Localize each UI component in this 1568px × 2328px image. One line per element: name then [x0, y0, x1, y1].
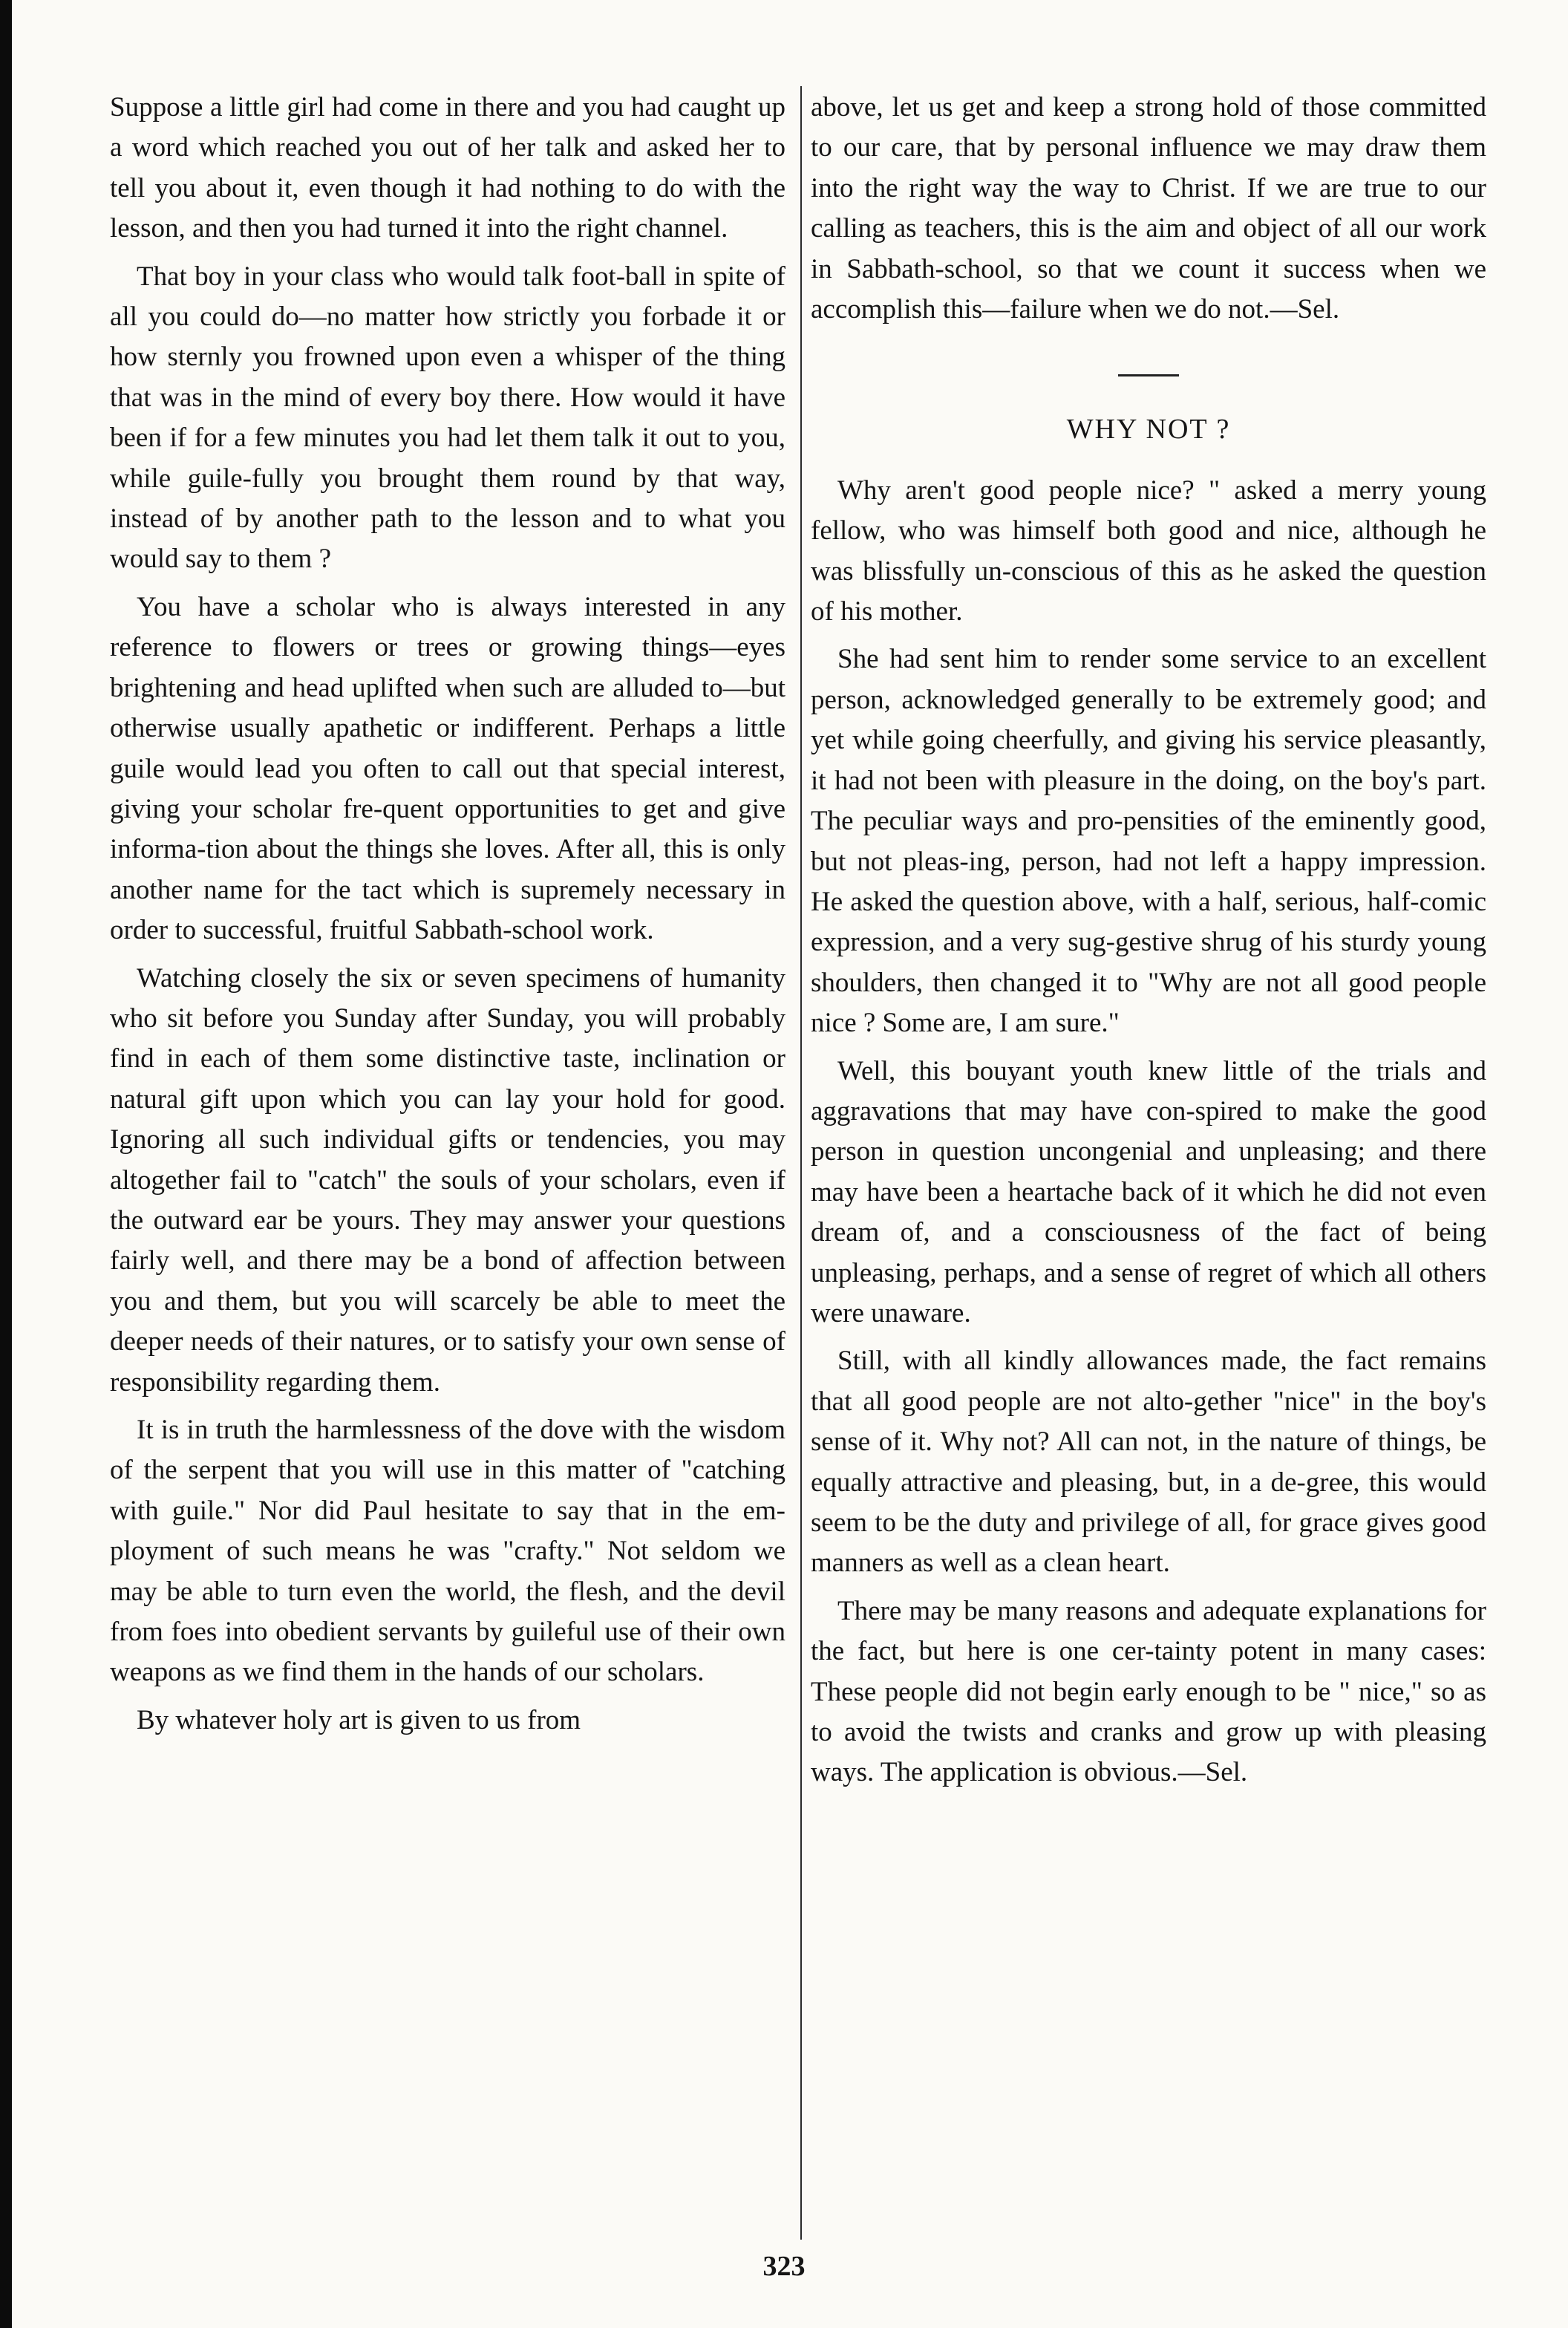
- paragraph: By whatever holy art is given to us from: [137, 1704, 581, 1735]
- page-binding-edge: [0, 0, 12, 2328]
- section-separator: [1118, 374, 1179, 376]
- paragraph: Suppose a little girl had come in there and you had caught up a word which reached you out of her talk and asked her to tell you about it, even though it had nothing to do with the lesson, and then you had turned it into the right channel.: [110, 92, 785, 244]
- paragraph: Why aren't good people nice? " asked a merry young fellow, who was himself both good and nice, although he was blissfully un-conscious of this as he asked the question of his mother.: [811, 475, 1486, 627]
- paragraph: She had sent him to render some service to an excellent person, acknowledged generally to be extremely good; and yet while going cheerfully, and giving his service pleasantly, it had not been with pleasure in the doing, on the boy's part. The peculiar ways and pro-pensities of the eminently good, but not pleas-ing, person, had not left a happy impression. He asked the question above, with a half, serious, half-comic expression, and a very sug-gestive shrug of his sturdy young shoulders, then changed it to "Why are not all good people nice ? Some are, I am sure.": [811, 644, 1486, 1039]
- column-divider: [800, 86, 802, 2240]
- paragraph: There may be many reasons and adequate explanations for the fact, but here is one cer-tainty potent in many cases: These people did not begin early enough to be " nice," so as to avoid the twists and cranks and grow up with pleasing ways. The application is obvious.—Sel.: [811, 1595, 1486, 1788]
- paragraph: It is in truth the harmlessness of the dove with the wisdom of the serpent that you will use in this matter of "catching with guile." Nor did Paul hesitate to say that in the em-ployment of such means he was "crafty." Not seldom we may be able to turn even the world, the flesh, and the devil from foes into obedient servants by guileful use of their own weapons as we find them in the hands of our scholars.: [110, 1415, 785, 1688]
- page-number: 323: [762, 2251, 806, 2282]
- paragraph: You have a scholar who is always interested in any reference to flowers or trees or growing things—eyes brightening and head uplifted when such are alluded to—but otherwise usually apathetic or indifferent. Perhaps a little guile would lead you often to call out that special interest, giving your scholar fre-quent opportunities to get and give informa-tion about the things she loves. After all, this is only another name for the tact which is supremely necessary in order to successful, fruitful Sabbath-school work.: [110, 591, 785, 946]
- paragraph: Well, this bouyant youth knew little of the trials and aggravations that may have con-spired to make the good person in question uncongenial and unpleasing; and there may have been a heartache back of it which he did not even dream of, and a consciousness of the fact of being unpleasing, perhaps, and a sense of regret of which all others were unaware.: [811, 1055, 1486, 1328]
- paragraph: Still, with all kindly allowances made, the fact remains that all good people are not alto-gether "nice" in the boy's sense of it. Why not? All can not, in the nature of things, be equally attractive and pleasing, but, in a de-gree, this would seem to be the duty and privilege of all, for grace gives good manners as well as a clean heart.: [811, 1346, 1486, 1579]
- paragraph: That boy in your class who would talk foot-ball in spite of all you could do—no matter how strictly you forbade it or how sternly you frowned upon even a whisper of the thing that was in the mind of every boy there. How would it have been if for a few minutes you had let them talk it out to you, while guile-fully you brought them round by that way, instead of by another path to the lesson and to what you would say to them ?: [110, 261, 785, 575]
- article-title: WHY NOT ?: [1066, 414, 1231, 446]
- left-column: [110, 88, 785, 1748]
- paragraph: above, let us get and keep a strong hold of those committed to our care, that by personal influence we may draw them into the right way the way to Christ. If we are true to our calling as teachers, this is the aim and object of all our work in Sabbath-school, so that we count it success when we accomplish this—failure when we do not.—Sel.: [811, 92, 1486, 325]
- paragraph: Watching closely the six or seven specimens of humanity who sit before you Sunday after Sunday, you will probably find in each of them some distinctive taste, inclination or natural gift upon which you can lay your hold for good. Ignoring all such individual gifts or tendencies, you may altogether fail to "catch" the souls of your scholars, even if the outward ear be yours. They may answer your questions fairly well, and there may be a bond of affection between you and them, but you will scarcely be able to meet the deeper needs of their natures, or to satisfy your own sense of responsibility regarding them.: [110, 962, 785, 1398]
- right-column: [811, 88, 1486, 1801]
